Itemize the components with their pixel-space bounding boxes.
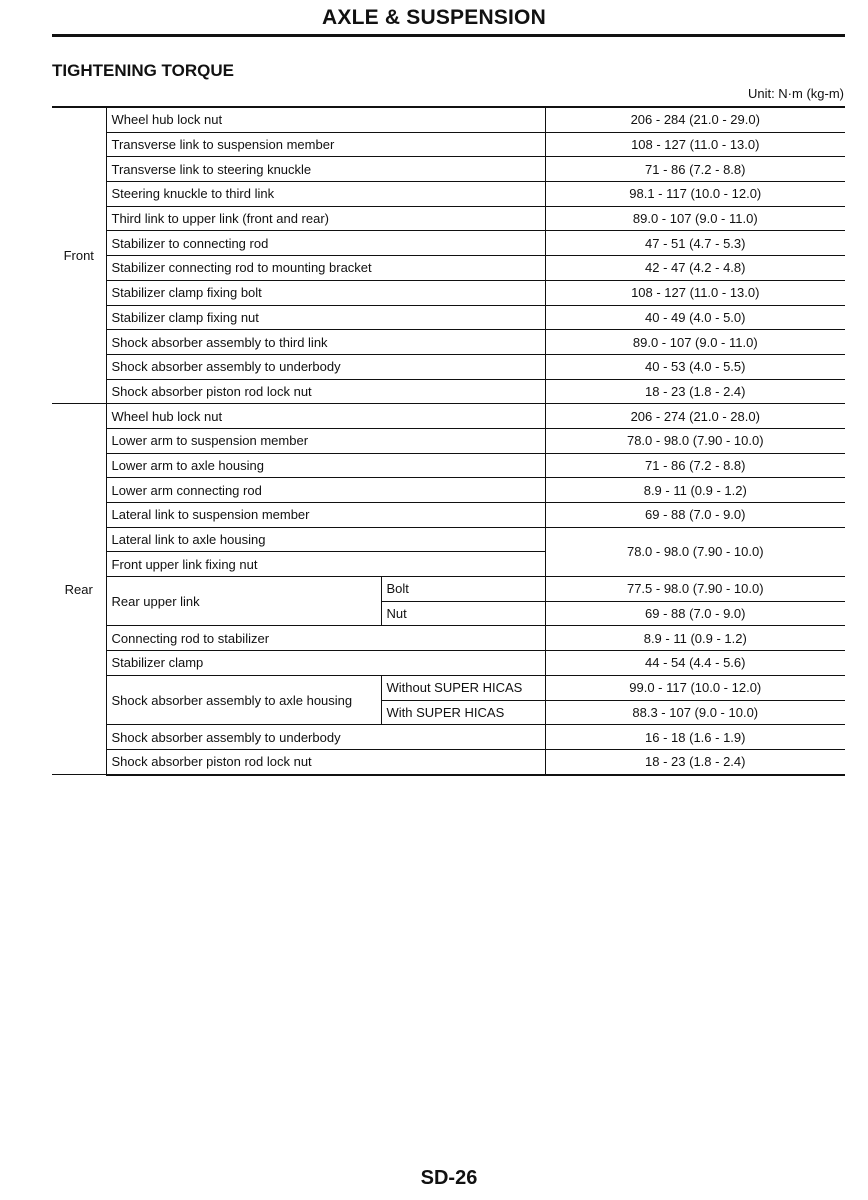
row-item: Shock absorber assembly to underbody <box>106 354 545 379</box>
table-row <box>52 107 845 132</box>
unit-note: Unit: N·m (kg-m) <box>747 86 844 101</box>
row-item: Stabilizer connecting rod to mounting bracket <box>106 256 545 281</box>
table-row <box>52 626 845 651</box>
row-value: 206 - 274 (21.0 - 28.0) <box>545 404 845 429</box>
row-item: Transverse link to suspension member <box>106 132 545 157</box>
table-row <box>52 256 845 281</box>
row-item: Lateral link to suspension member <box>106 503 545 528</box>
table-row <box>52 453 845 478</box>
front-group-label: Front <box>52 107 106 404</box>
row-item: Third link to upper link (front and rear) <box>106 206 545 231</box>
row-sub-item: Without SUPER HICAS <box>381 675 545 700</box>
table-row <box>52 231 845 256</box>
row-item: Transverse link to steering knuckle <box>106 157 545 182</box>
rear-group-label: Rear <box>52 404 106 775</box>
row-value: 89.0 - 107 (9.0 - 11.0) <box>545 206 845 231</box>
row-item: Lower arm to suspension member <box>106 428 545 453</box>
row-value: 40 - 53 (4.0 - 5.5) <box>545 354 845 379</box>
torque-table <box>52 106 845 776</box>
row-item: Connecting rod to stabilizer <box>106 626 545 651</box>
row-item: Wheel hub lock nut <box>106 404 545 429</box>
row-value: 8.9 - 11 (0.9 - 1.2) <box>545 626 845 651</box>
page-number: SD-26 <box>420 1167 478 1189</box>
header-rule <box>52 34 845 37</box>
row-item: Shock absorber assembly to third link <box>106 330 545 355</box>
table-row <box>52 379 845 404</box>
row-sub-item: Bolt <box>381 577 545 602</box>
table-row <box>52 354 845 379</box>
row-item: Shock absorber assembly to underbody <box>106 725 545 750</box>
row-item: Front upper link fixing nut <box>106 552 545 577</box>
row-item: Shock absorber assembly to axle housing <box>106 675 381 724</box>
table-row <box>52 157 845 182</box>
row-value: 18 - 23 (1.8 - 2.4) <box>545 749 845 774</box>
table-row <box>52 725 845 750</box>
table-row <box>52 330 845 355</box>
row-value: 71 - 86 (7.2 - 8.8) <box>545 453 845 478</box>
row-value: 77.5 - 98.0 (7.90 - 10.0) <box>545 577 845 602</box>
table-row <box>52 478 845 503</box>
table-row <box>52 206 845 231</box>
row-value: 99.0 - 117 (10.0 - 12.0) <box>545 675 845 700</box>
row-value: 16 - 18 (1.6 - 1.9) <box>545 725 845 750</box>
row-item: Steering knuckle to third link <box>106 182 545 207</box>
row-item: Stabilizer to connecting rod <box>106 231 545 256</box>
row-item: Stabilizer clamp <box>106 651 545 676</box>
row-value: 44 - 54 (4.4 - 5.6) <box>545 651 845 676</box>
table-row <box>52 675 845 700</box>
row-item: Shock absorber piston rod lock nut <box>106 749 545 774</box>
row-item: Stabilizer clamp fixing nut <box>106 305 545 330</box>
table-row <box>52 132 845 157</box>
table-row <box>52 749 845 774</box>
row-value: 89.0 - 107 (9.0 - 11.0) <box>545 330 845 355</box>
row-item: Lower arm to axle housing <box>106 453 545 478</box>
row-value: 206 - 284 (21.0 - 29.0) <box>545 107 845 132</box>
section-title: TIGHTENING TORQUE <box>52 61 234 80</box>
row-value: 8.9 - 11 (0.9 - 1.2) <box>545 478 845 503</box>
row-value: 88.3 - 107 (9.0 - 10.0) <box>545 700 845 725</box>
row-value: 78.0 - 98.0 (7.90 - 10.0) <box>545 428 845 453</box>
row-value: 69 - 88 (7.0 - 9.0) <box>545 503 845 528</box>
table-row <box>52 404 845 429</box>
table-row <box>52 577 845 602</box>
table-row <box>52 305 845 330</box>
page-header-title: AXLE & SUSPENSION <box>322 6 546 29</box>
table-row <box>52 428 845 453</box>
row-item: Rear upper link <box>106 577 381 626</box>
row-sub-item: With SUPER HICAS <box>381 700 545 725</box>
row-item: Shock absorber piston rod lock nut <box>106 379 545 404</box>
row-value: 42 - 47 (4.2 - 4.8) <box>545 256 845 281</box>
row-value: 108 - 127 (11.0 - 13.0) <box>545 280 845 305</box>
row-value: 18 - 23 (1.8 - 2.4) <box>545 379 845 404</box>
row-item: Lower arm connecting rod <box>106 478 545 503</box>
row-item: Wheel hub lock nut <box>106 107 545 132</box>
row-value: 71 - 86 (7.2 - 8.8) <box>545 157 845 182</box>
row-value: 69 - 88 (7.0 - 9.0) <box>545 601 845 626</box>
table-row <box>52 527 845 552</box>
row-value: 98.1 - 117 (10.0 - 12.0) <box>545 182 845 207</box>
row-sub-item: Nut <box>381 601 545 626</box>
row-item: Lateral link to axle housing <box>106 527 545 552</box>
table-row <box>52 651 845 676</box>
row-value: 78.0 - 98.0 (7.90 - 10.0) <box>545 527 845 576</box>
row-item: Stabilizer clamp fixing bolt <box>106 280 545 305</box>
table-row <box>52 182 845 207</box>
table-row <box>52 280 845 305</box>
row-value: 40 - 49 (4.0 - 5.0) <box>545 305 845 330</box>
row-value: 108 - 127 (11.0 - 13.0) <box>545 132 845 157</box>
row-value: 47 - 51 (4.7 - 5.3) <box>545 231 845 256</box>
table-row <box>52 503 845 528</box>
